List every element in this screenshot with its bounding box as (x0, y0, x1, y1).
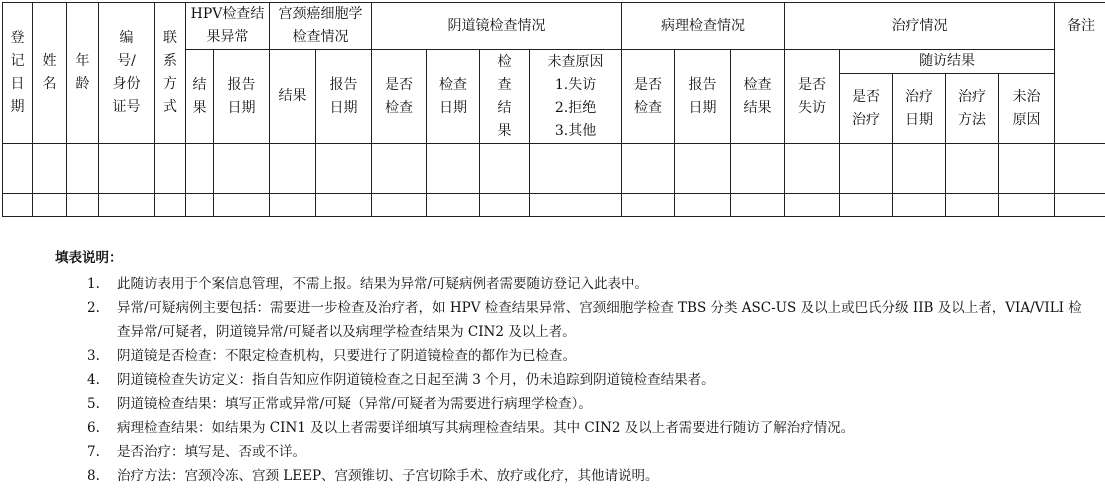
header-patho-result: 检查结果 (731, 50, 785, 144)
header-colpo-reason (530, 50, 622, 144)
note-item: 3. 阴道镜是否检查：不限定检查机构，只要进行了阴道镜检查的都作为已检查。 (55, 344, 1095, 368)
header-name: 姓名 (33, 3, 67, 144)
header-remarks: 备注 (1055, 3, 1105, 144)
followup-register-table (2, 2, 1105, 217)
header-colpo-date: 检查日期 (427, 50, 480, 144)
note-item: 7. 是否治疗：填写是、否或不详。 (55, 440, 1095, 464)
reason-title: 未查原因 (530, 51, 621, 74)
header-cyto-result: 结果 (270, 50, 316, 144)
header-colpo-result: 检查结果 (480, 50, 530, 144)
header-hpv-result: 结果 (186, 50, 214, 144)
note-item: 5. 阴道镜检查结果：填写正常或异常/可疑（异常/可疑者为需要进行病理学检查）。 (55, 392, 1095, 416)
header-fu-treated: 是否治疗 (840, 74, 893, 144)
reason-option-2: 2.拒绝 (530, 97, 621, 120)
reason-option-1: 1.失访 (530, 74, 621, 97)
header-fu-date: 治疗日期 (893, 74, 946, 144)
header-colpo-done: 是否检查 (372, 50, 427, 144)
note-item: 1. 此随访表用于个案信息管理，不需上报。结果为异常/可疑病例者需要随访登记入此表中。 (55, 272, 1095, 296)
note-item: 4. 阴道镜检查失访定义：指自告知应作阴道镜检查之日起至满 3 个月，仍未追踪到阴道镜检查结果者。 (55, 368, 1095, 392)
header-contact: 联系方式 (155, 3, 186, 144)
reason-option-3: 3.其他 (530, 120, 621, 143)
header-reg-date: 登记日期 (3, 3, 33, 144)
header-pathology-group: 病理检查情况 (622, 3, 785, 50)
header-cyto-report-date: 报告日期 (316, 50, 372, 144)
table-row (3, 144, 1105, 194)
header-cytology-group: 宫颈癌细胞学检查情况 (270, 3, 372, 50)
header-patho-report-date: 报告日期 (675, 50, 731, 144)
header-id-no: 编号/身份证号 (99, 3, 155, 144)
header-fu-reason: 未治原因 (999, 74, 1055, 144)
header-patho-done: 是否检查 (622, 50, 675, 144)
note-item: 8. 治疗方法：宫颈冷冻、宫颈 LEEP、宫颈锥切、子宫切除手术、放疗或化疗，其他请说明。 (55, 464, 1095, 488)
header-treatment-group: 治疗情况 (785, 3, 1055, 50)
header-hpv-group: HPV检查结果异常 (186, 3, 270, 50)
note-item: 2. 异常/可疑病例主要包括：需要进一步检查及治疗者，如 HPV 检查结果异常、宫颈细胞学检查 TBS 分类 ASC-US 及以上或巴氏分级 IIB 及以上者，VIA/VILI 检查异常/可疑者，阴道镜异常/可疑者以及病理学检查结果为 CIN2 及以上者。 (55, 296, 1095, 344)
header-followup-group: 随访结果 (840, 50, 1055, 74)
filling-instructions (55, 246, 1095, 488)
header-fu-method: 治疗方法 (946, 74, 999, 144)
notes-title: 填表说明： (55, 246, 1095, 272)
header-hpv-report-date: 报告日期 (214, 50, 270, 144)
note-item: 6. 病理检查结果：如结果为 CIN1 及以上者需要详细填写其病理检查结果。其中 CIN2 及以上者需要进行随访了解治疗情况。 (55, 416, 1095, 440)
header-age: 年龄 (67, 3, 99, 144)
header-colposcopy-group: 阴道镜检查情况 (372, 3, 622, 50)
header-treat-lost: 是否失访 (785, 50, 840, 144)
table-row (3, 194, 1105, 217)
